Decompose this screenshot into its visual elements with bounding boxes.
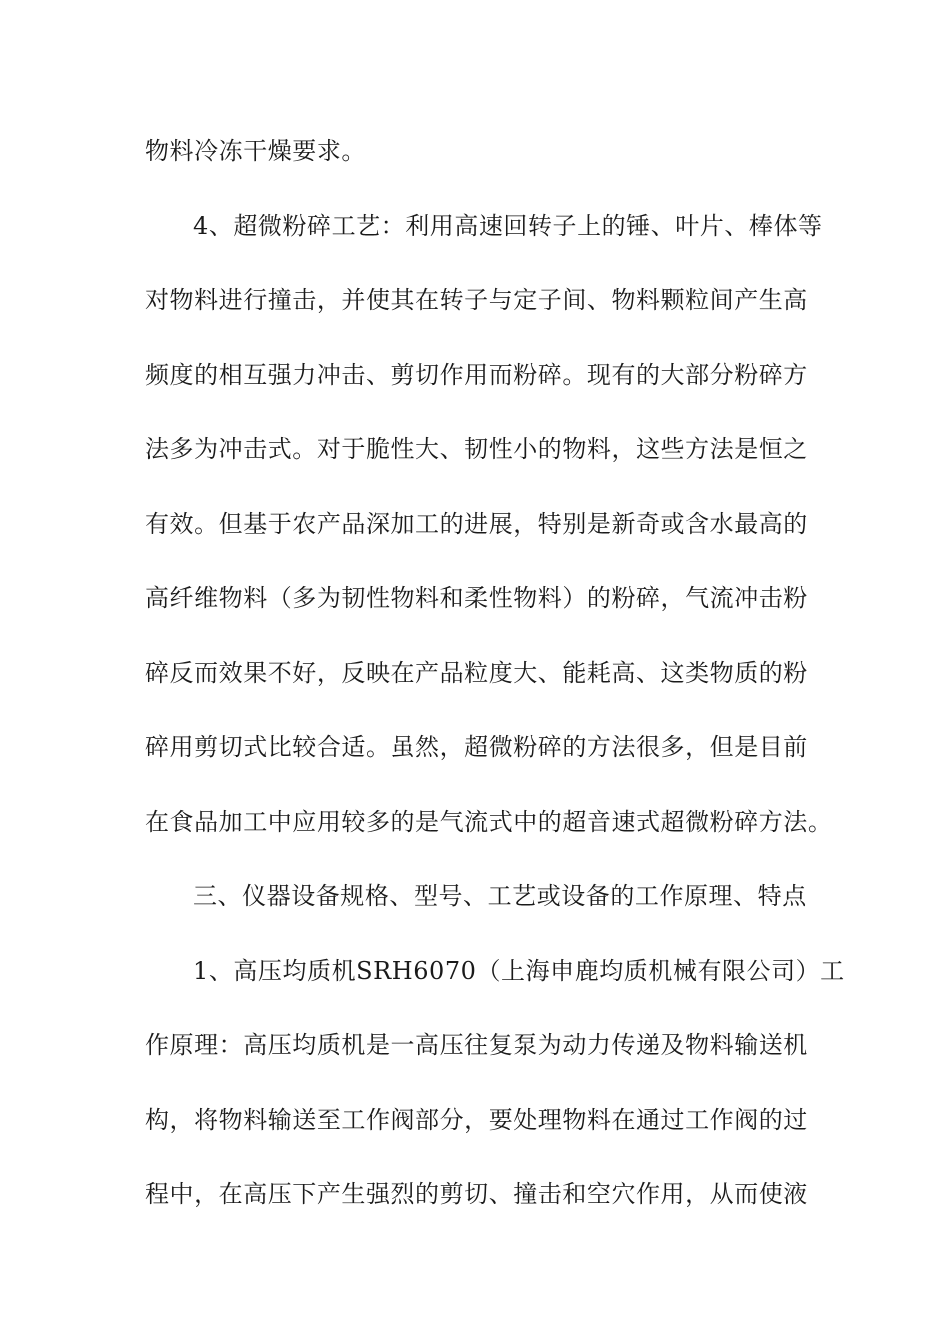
text-line-10: 在食品加工中应用较多的是气流式中的超音速式超微粉碎方法。 xyxy=(145,808,833,836)
text-line-1: 物料冷冻干燥要求。 xyxy=(145,137,366,165)
text-line-4: 频度的相互强力冲击、剪切作用而粉碎。现有的大部分粉碎方 xyxy=(145,361,808,389)
text-line-8: 碎反而效果不好，反映在产品粒度大、能耗高、这类物质的粉 xyxy=(145,659,808,687)
text-line-9: 碎用剪切式比较合适。虽然，超微粉碎的方法很多，但是目前 xyxy=(145,733,808,761)
section-heading: 三、仪器设备规格、型号、工艺或设备的工作原理、特点 xyxy=(193,882,807,910)
text-line-14: 构，将物料输送至工作阀部分，要处理物料在通过工作阀的过 xyxy=(145,1106,808,1134)
text-line-5: 法多为冲击式。对于脆性大、韧性小的物料，这些方法是恒之 xyxy=(145,435,808,463)
text-line-15: 程中，在高压下产生强烈的剪切、撞击和空穴作用，从而使液 xyxy=(145,1180,808,1208)
text-line-3: 对物料进行撞击，并使其在转子与定子间、物料颗粒间产生高 xyxy=(145,286,808,314)
text-line-6: 有效。但基于农产品深加工的进展，特别是新奇或含水最高的 xyxy=(145,510,808,538)
text-line-7: 高纤维物料（多为韧性物料和柔性物料）的粉碎，气流冲击粉 xyxy=(145,584,808,612)
text-line-13: 作原理：高压均质机是一高压往复泵为动力传递及物料输送机 xyxy=(145,1031,808,1059)
text-line-2: 4、超微粉碎工艺：利用高速回转子上的锤、叶片、棒体等 xyxy=(193,212,823,240)
text-line-12: 1、高压均质机SRH6070（上海申鹿均质机械有限公司）工 xyxy=(193,957,845,985)
